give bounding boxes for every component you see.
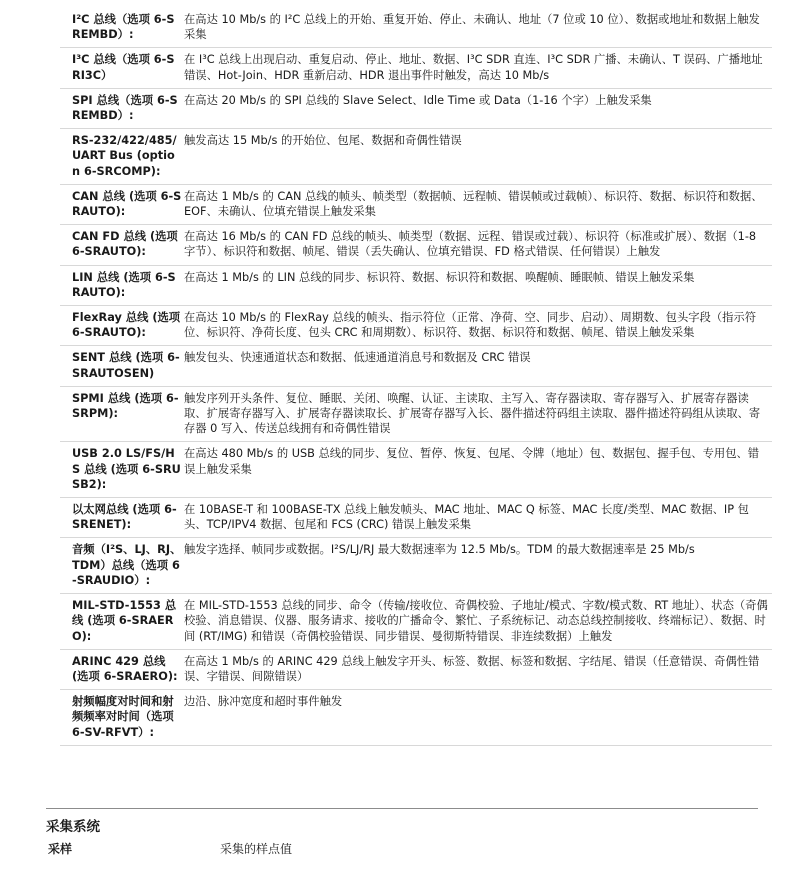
acquisition-section-title: 采集系统 — [46, 819, 100, 835]
spec-value: 在高达 20 Mb/s 的 SPI 总线的 Slave Select、Idle Time 或 Data（1-16 个字）上触发采集 — [184, 88, 772, 128]
spec-row — [60, 12, 772, 48]
spec-row — [60, 129, 772, 185]
spec-key: I²C 总线（选项 6-SREMBD）: — [60, 12, 184, 48]
spec-value: 在高达 10 Mb/s 的 I²C 总线上的开始、重复开始、停止、未确认、地址（7 位或 10 位）、数据或地址和数据上触发采集 — [184, 12, 772, 48]
spec-value: 触发序列开头条件、复位、睡眠、关闭、唤醒、认证、主读取、主写入、寄存器读取、寄存器写入、扩展寄存器读取、扩展寄存器写入、扩展寄存器读取长、扩展寄存器写入长、器件描述符码组主读取、器件描述符码组从读取、寄存器 0 写入、传送总线拥有和奇偶性错误 — [184, 386, 772, 442]
spec-row — [60, 265, 772, 305]
spec-key: USB 2.0 LS/FS/HS 总线 (选项 6-SRUSB2): — [60, 442, 184, 498]
spec-row — [60, 225, 772, 265]
spec-value: 边沿、脉冲宽度和超时事件触发 — [184, 690, 772, 746]
spec-row — [60, 346, 772, 386]
spec-row — [60, 442, 772, 498]
spec-value: 在高达 1 Mb/s 的 LIN 总线的同步、标识符、数据、标识符和数据、唤醒帧、睡眠帧、错误上触发采集 — [184, 265, 772, 305]
spec-key: 以太网总线 (选项 6-SRENET): — [60, 498, 184, 538]
spec-key: 音频（I²S、LJ、RJ、TDM）总线（选项 6-SRAUDIO）: — [60, 538, 184, 594]
spec-row — [60, 498, 772, 538]
spec-key: ARINC 429 总线 (选项 6-SRAERO): — [60, 649, 184, 689]
spec-row — [60, 88, 772, 128]
spec-row — [60, 690, 772, 746]
spec-row — [60, 184, 772, 224]
spec-value: 在高达 16 Mb/s 的 CAN FD 总线的帧头、帧类型（数据、远程、错误或过载）、标识符（标准或扩展）、数据（1-8 字节）、标识符和数据、帧尾、错误（丢失确认、位填充错误、FD 格式错误、任何错误）上触发 — [184, 225, 772, 265]
spec-value: 在高达 480 Mb/s 的 USB 总线的同步、复位、暂停、恢复、包尾、令牌（地址）包、数据包、握手包、专用包、错误上触发采集 — [184, 442, 772, 498]
spec-key: CAN FD 总线 (选项 6-SRAUTO): — [60, 225, 184, 265]
section-divider — [46, 808, 758, 809]
spec-value: 在 MIL-STD-1553 总线的同步、命令（传输/接收位、奇偶校验、子地址/模式、字数/模式数、RT 地址）、状态（奇偶校验、消息错误、仪器、服务请求、接收的广播命令、繁忙、子系统标记、动态总线控制接收、终端标记）、数据、时间 (RT/IMG) 和错误（奇偶校验错误、同步错误、曼彻斯特错误、非连续数据）上触发 — [184, 594, 772, 650]
spec-value: 在高达 10 Mb/s 的 FlexRay 总线的帧头、指示符位（正常、净荷、空、同步、启动）、周期数、包头字段（指示符位、标识符、净荷长度、包头 CRC 和周期数）、标识符、数据、标识符和数据、帧尾、错误上触发采集 — [184, 306, 772, 346]
spec-key: CAN 总线 (选项 6-SRAUTO): — [60, 184, 184, 224]
spec-value: 触发高达 15 Mb/s 的开始位、包尾、数据和奇偶性错误 — [184, 129, 772, 185]
spec-key: RS-232/422/485/UART Bus (option 6-SRCOMP): — [60, 129, 184, 185]
acquisition-spec-value: 采集的样点值 — [220, 842, 293, 856]
spec-value: 触发包头、快速通道状态和数据、低速通道消息号和数据及 CRC 错误 — [184, 346, 772, 386]
spec-key: SPI 总线（选项 6-SREMBD）: — [60, 88, 184, 128]
spec-value: 在高达 1 Mb/s 的 CAN 总线的帧头、帧类型（数据帧、远程帧、错误帧或过载帧）、标识符、数据、标识符和数据、EOF、未确认、位填充错误上触发采集 — [184, 184, 772, 224]
spec-key: I³C 总线（选项 6-SRI3C） — [60, 48, 184, 88]
spec-row — [60, 594, 772, 650]
spec-row — [60, 306, 772, 346]
spec-value: 在 I³C 总线上出现启动、重复启动、停止、地址、数据、I³C SDR 直连、I³C SDR 广播、未确认、T 误码、广播地址错误、Hot-Join、HDR 重新启动、HDR 退出事件时触发，高达 10 Mb/s — [184, 48, 772, 88]
spec-key: LIN 总线 (选项 6-SRAUTO): — [60, 265, 184, 305]
spec-row — [60, 649, 772, 689]
spec-value: 触发字选择、帧同步或数据。I²S/LJ/RJ 最大数据速率为 12.5 Mb/s。TDM 的最大数据速率是 25 Mb/s — [184, 538, 772, 594]
spec-row — [60, 386, 772, 442]
spec-key: MIL-STD-1553 总线 (选项 6-SRAERO): — [60, 594, 184, 650]
spec-key: 射频幅度对时间和射频频率对时间（选项 6-SV-RFVT）: — [60, 690, 184, 746]
trigger-spec-body — [60, 12, 772, 745]
spec-key: SPMI 总线 (选项 6-SRPM): — [60, 386, 184, 442]
acquisition-spec-key: 采样 — [48, 842, 73, 856]
trigger-spec-table — [60, 12, 772, 746]
spec-value: 在 10BASE-T 和 100BASE-TX 总线上触发帧头、MAC 地址、MAC Q 标签、MAC 长度/类型、MAC 数据、IP 包头、TCP/IPV4 数据、包尾和 FCS (CRC) 错误上触发采集 — [184, 498, 772, 538]
spec-value: 在高达 1 Mb/s 的 ARINC 429 总线上触发字开头、标签、数据、标签和数据、字结尾、错误（任意错误、奇偶性错误、字错误、间隙错误） — [184, 649, 772, 689]
spec-row — [60, 538, 772, 594]
spec-row — [60, 48, 772, 88]
spec-key: FlexRay 总线 (选项 6-SRAUTO): — [60, 306, 184, 346]
spec-key: SENT 总线 (选项 6-SRAUTOSEN) — [60, 346, 184, 386]
